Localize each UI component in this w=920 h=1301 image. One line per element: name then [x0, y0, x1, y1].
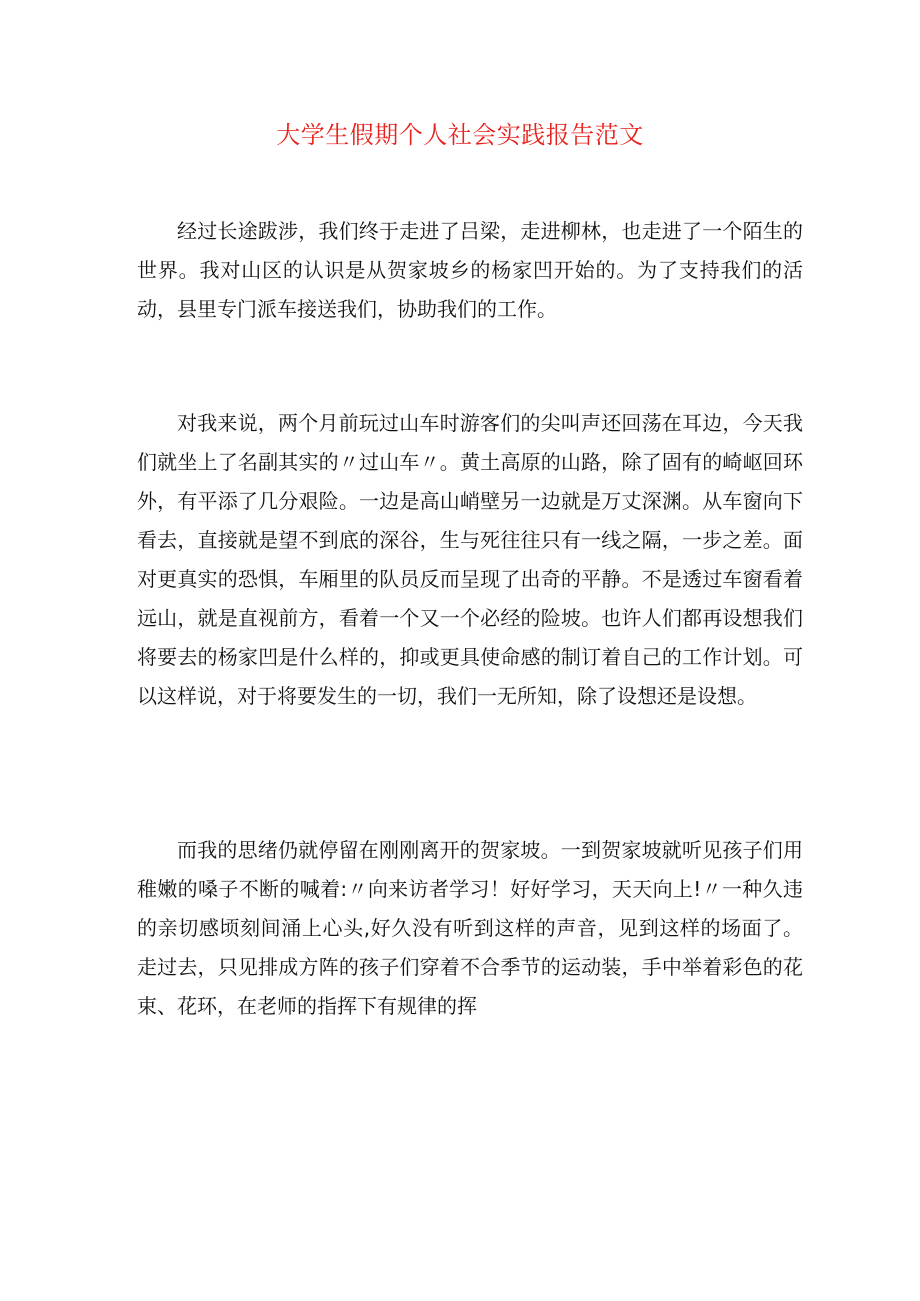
paragraph-1: 经过长途跋涉，我们终于走进了吕梁，走进柳林，也走进了一个陌生的世界。我对山区的认识是从贺家坡乡的杨家凹开始的。为了支持我们的活动，县里专门派车接送我们，协助我们的工作。: [137, 219, 803, 321]
paragraph-2: 对我来说，两个月前玩过山车时游客们的尖叫声还回荡在耳边，今天我们就坐上了名副其实的〃过山车〃。黄土高原的山路，除了固有的崎岖回环外，有平添了几分艰险。一边是高山峭壁另一边就是万丈深渊。从车窗向下看去，直接就是望不到底的深谷，生与死往往只有一线之隔，一步之差。面对更真实的恐惧，车厢里的队员反而呈现了出奇的平静。不是透过车窗看着远山，就是直视前方，看着一个又一个必经的险坡。也许人们都再设想我们将要去的杨家凹是什么样的，抑或更具使命感的制订着自己的工作计划。可以这样说，对于将要发生的一切，我们一无所知，除了设想还是设想。: [137, 411, 803, 708]
page-title: 大学生假期个人社会实践报告范文: [276, 121, 644, 149]
paragraph-3: 而我的思绪仍就停留在刚刚离开的贺家坡。一到贺家坡就听见孩子们用稚嫩的嗓子不断的喊着:〃向来访者学习！好好学习，天天向上!〃一种久违的亲切感顷刻间涌上心头,好久没有听到这样的声音，见到这样的场面了。走过去，只见排成方阵的孩子们穿着不合季节的运动装，手中举着彩色的花束、花环，在老师的指挥下有规律的挥: [137, 838, 803, 1018]
